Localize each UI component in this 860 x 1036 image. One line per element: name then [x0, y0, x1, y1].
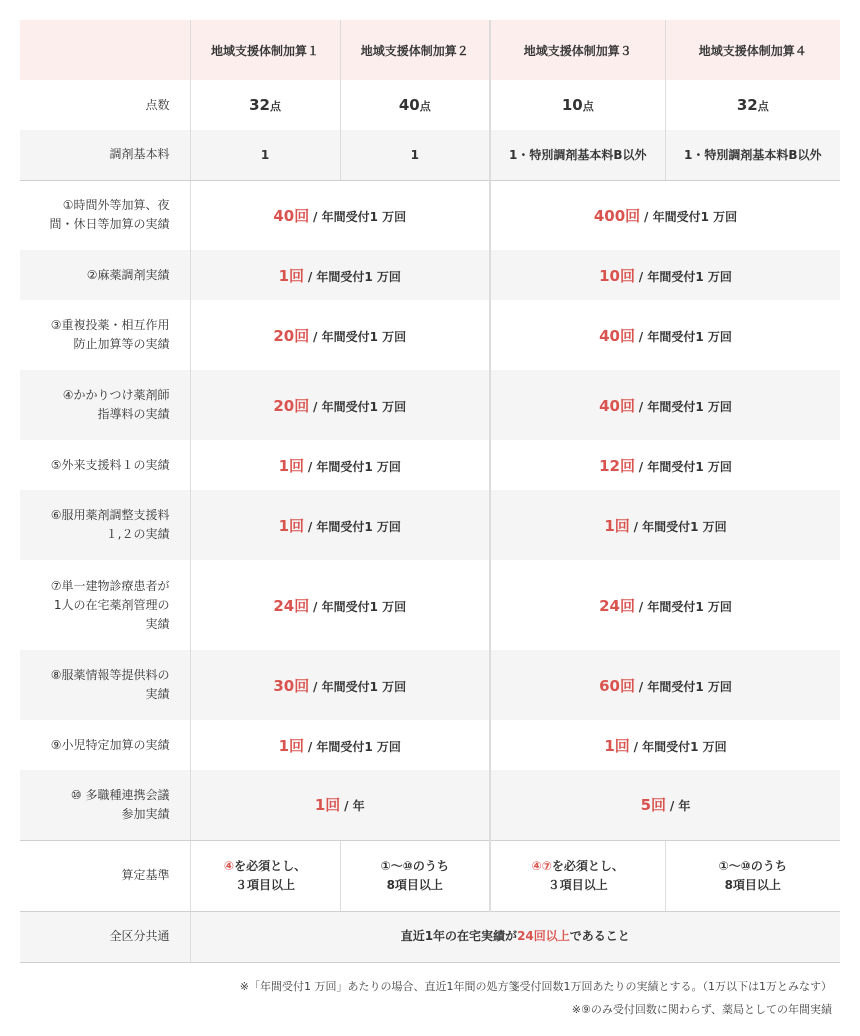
- requirement-right: 40回 / 年間受付1 万回: [490, 370, 840, 440]
- header-col-3: 地域支援体制加算３: [490, 20, 665, 80]
- base-fee-label: 調剤基本料: [20, 130, 190, 180]
- header-col-1: 地域支援体制加算１: [190, 20, 340, 80]
- requirement-left: 1回 / 年間受付1 万回: [190, 250, 490, 300]
- base-fee-cell: 1: [190, 130, 340, 180]
- footnote: ※「年間受付1 万回」あたりの場合、直近1年間の処方箋受付回数1万回あたりの実績とする。（1万以下は1万とみなす）: [239, 980, 832, 993]
- requirement-label: ②麻薬調剤実績: [20, 250, 190, 300]
- requirement-label: ⑨小児特定加算の実績: [50, 737, 170, 752]
- requirement-right: 40回 / 年間受付1 万回: [490, 300, 840, 370]
- requirement-right: 10回 / 年間受付1 万回: [490, 250, 840, 300]
- footnote: ※⑨のみ受付回数に関わらず、薬局としての年間実績: [571, 1003, 832, 1016]
- points-cell: 32点: [190, 80, 340, 130]
- points-cell: 40点: [340, 80, 490, 130]
- criteria-cell: ①〜⑩のうち 8項目以上: [340, 840, 490, 911]
- requirement-left: 20回 / 年間受付1 万回: [190, 370, 490, 440]
- requirement-left: 1回 / 年間受付1 万回: [190, 440, 490, 490]
- requirement-row: [20, 370, 840, 440]
- common-label: 全区分共通: [20, 911, 190, 962]
- common-row: [20, 911, 840, 962]
- requirement-row: [20, 440, 840, 490]
- requirement-label: ⑩ 多職種連携会議 参加実績: [20, 770, 190, 840]
- base-fee-cell: 1・特別調剤基本料B以外: [490, 130, 665, 180]
- common-cell: 直近1年の在宅実績が24回以上であること: [190, 911, 840, 962]
- requirement-left: 20回 / 年間受付1 万回: [190, 300, 490, 370]
- requirement-left: 1回 / 年間受付1 万回: [190, 720, 490, 770]
- requirement-label: ⑤外来支援料１の実績: [50, 457, 170, 472]
- requirement-label: ⑧服薬情報等提供料の 実績: [20, 650, 190, 720]
- base-fee-cell: 1・特別調剤基本料B以外: [665, 130, 840, 180]
- requirement-row: [20, 250, 840, 300]
- base-fee-cell: 1: [340, 130, 490, 180]
- requirement-left: 1回 / 年間受付1 万回: [190, 490, 490, 560]
- requirement-right: 400回 / 年間受付1 万回: [490, 180, 840, 250]
- base-fee-row: [20, 130, 840, 180]
- header-corner: [20, 20, 190, 80]
- header-col-4: 地域支援体制加算４: [665, 20, 840, 80]
- requirement-right: 24回 / 年間受付1 万回: [490, 560, 840, 650]
- requirement-label: ③重複投薬・相互作用 防止加算等の実績: [50, 318, 170, 351]
- criteria-cell: ④⑦を必須とし、 ３項目以上: [490, 840, 665, 911]
- points-label: 点数: [145, 97, 170, 112]
- requirement-right: 60回 / 年間受付1 万回: [490, 650, 840, 720]
- criteria-cell: ④を必須とし、 ３項目以上: [190, 840, 340, 911]
- requirement-row: [20, 560, 840, 650]
- requirement-label: ⑥服用薬剤調整支援料 １,２の実績: [20, 490, 190, 560]
- points-cell: 32点: [665, 80, 840, 130]
- requirement-right: 12回 / 年間受付1 万回: [490, 440, 840, 490]
- header-row: [20, 20, 840, 80]
- requirement-right: 1回 / 年間受付1 万回: [490, 490, 840, 560]
- criteria-cell: ①〜⑩のうち 8項目以上: [665, 840, 840, 911]
- requirement-row: [20, 720, 840, 770]
- points-row: [20, 80, 840, 130]
- requirement-left: 40回 / 年間受付1 万回: [190, 180, 490, 250]
- requirement-row: [20, 490, 840, 560]
- requirement-right: 1回 / 年間受付1 万回: [490, 720, 840, 770]
- requirement-label: ①時間外等加算、夜 間・休日等加算の実績: [49, 198, 170, 232]
- requirement-label: ④かかりつけ薬剤師 指導料の実績: [20, 370, 190, 440]
- criteria-row: [20, 840, 840, 911]
- requirement-label: ⑦単一建物診療患者が 1人の在宅薬剤管理の 実績: [50, 578, 170, 631]
- requirement-left: 30回 / 年間受付1 万回: [190, 650, 490, 720]
- points-cell: 10点: [490, 80, 665, 130]
- requirement-row: [20, 300, 840, 370]
- requirements-table: [20, 20, 840, 963]
- header-col-2: 地域支援体制加算２: [340, 20, 490, 80]
- requirement-row: [20, 650, 840, 720]
- requirement-right: 5回 / 年: [490, 770, 840, 840]
- requirement-row: [20, 180, 840, 250]
- requirement-left: 1回 / 年: [190, 770, 490, 840]
- requirement-row: [20, 770, 840, 840]
- requirement-left: 24回 / 年間受付1 万回: [190, 560, 490, 650]
- criteria-label: 算定基準: [20, 840, 190, 911]
